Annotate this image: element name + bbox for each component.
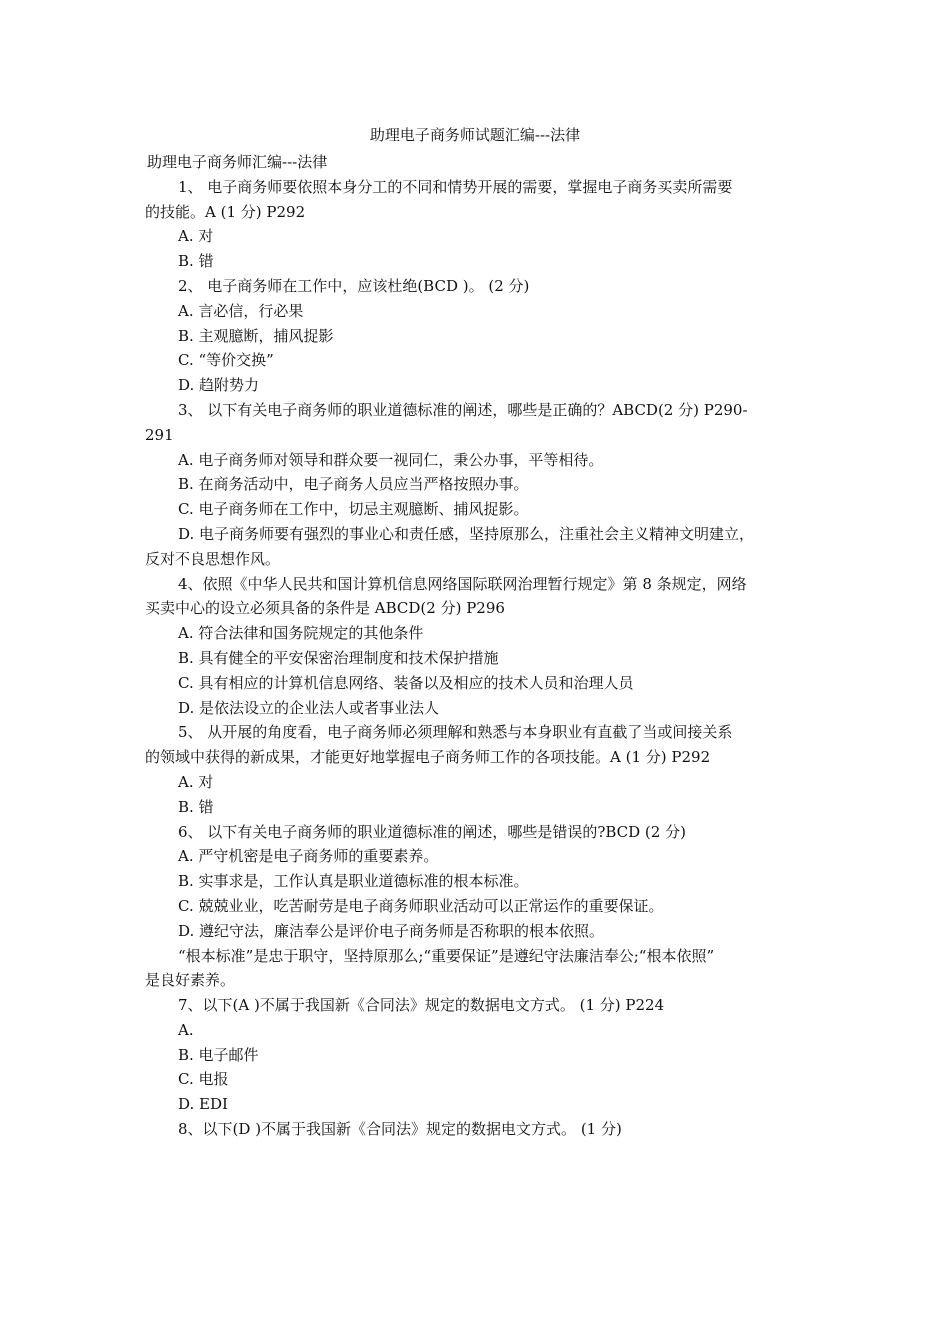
question-7-option-d: D. EDI — [178, 1095, 228, 1114]
question-7-option-c: C. 电报 — [178, 1070, 229, 1089]
question-6-note-cont: 是良好素养。 — [145, 971, 236, 990]
document-subtitle: 助理电子商务师汇编---法律 — [147, 153, 328, 171]
question-3-option-a: A. 电子商务师对领导和群众要一视同仁，秉公办事，平等相待。 — [178, 450, 604, 469]
question-4-option-a: A. 符合法律和国务院规定的其他条件 — [178, 624, 424, 643]
question-5-text: 5、 从开展的角度看，电子商务师必须理解和熟悉与本身职业有直截了当或间接关系 — [178, 723, 733, 742]
question-2-option-b: B. 主观臆断，捕风捉影 — [178, 326, 334, 345]
question-6-text: 6、 以下有关电子商务师的职业道德标准的阐述，哪些是错误的?BCD (2 分) — [178, 822, 686, 841]
question-6-note: “根本标准”是忠于职守，坚持原那么;“重要保证”是遵纪守法廉洁奉公;“根本依照” — [178, 946, 715, 965]
question-7-option-a: A. — [178, 1020, 194, 1039]
question-6-option-a: A. 严守机密是电子商务师的重要素养。 — [178, 847, 439, 866]
question-5-option-b: B. 错 — [178, 797, 214, 816]
question-4-option-c: C. 具有相应的计算机信息网络、装备以及相应的技术人员和治理人员 — [178, 673, 634, 692]
question-6-option-b: B. 实事求是，工作认真是职业道德标准的根本标准。 — [178, 872, 529, 891]
question-1-text: 1、 电子商务师要依照本身分工的不同和情势开展的需要，掌握电子商务买卖所需要 — [178, 177, 733, 196]
question-8-text: 8、以下(D )不属于我国新《合同法》规定的数据电文方式。 (1 分) — [178, 1120, 622, 1139]
question-1-text-cont: 的技能。A (1 分) P292 — [145, 202, 306, 221]
question-4-option-d: D. 是依法设立的企业法人或者事业法人 — [178, 698, 440, 717]
question-3-option-d: D. 电子商务师要有强烈的事业心和责任感，坚持原那么，注重社会主义精神文明建立， — [178, 524, 755, 543]
question-1-option-a: A. 对 — [178, 227, 214, 246]
question-6-option-c: C. 兢兢业业，吃苦耐劳是电子商务师职业活动可以正常运作的重要保证。 — [178, 896, 664, 915]
question-3-option-b: B. 在商务活动中，电子商务人员应当严格按照办事。 — [178, 475, 529, 494]
question-6-option-d: D. 遵纪守法，廉洁奉公是评价电子商务师是否称职的根本依照。 — [178, 921, 605, 940]
question-7-text: 7、以下(A )不属于我国新《合同法》规定的数据电文方式。 (1 分) P224 — [178, 996, 665, 1015]
question-3-text-cont: 291 — [145, 425, 174, 444]
question-2-text: 2、 电子商务师在工作中，应该杜绝(BCD )。 (2 分) — [178, 276, 530, 295]
question-4-text: 4、依照《中华人民共和国计算机信息网络国际联网治理暂行规定》第 8 条规定，网络 — [178, 574, 747, 593]
question-5-option-a: A. 对 — [178, 772, 214, 791]
question-2-option-d: D. 趋附势力 — [178, 376, 260, 395]
question-4-text-cont: 买卖中心的设立必须具备的条件是 ABCD(2 分) P296 — [145, 599, 505, 618]
question-2-option-a: A. 言必信，行必果 — [178, 301, 304, 320]
question-7-option-b: B. 电子邮件 — [178, 1045, 259, 1064]
question-2-option-c: C. “等价交换” — [178, 351, 274, 370]
question-3-text: 3、 以下有关电子商务师的职业道德标准的阐述，哪些是正确的？ABCD(2 分) P290- — [178, 400, 748, 419]
question-1-option-b: B. 错 — [178, 252, 214, 271]
question-3-option-c: C. 电子商务师在工作中，切忌主观臆断、捕风捉影。 — [178, 500, 529, 519]
question-3-option-d-cont: 反对不良思想作风。 — [145, 549, 281, 568]
question-5-text-cont: 的领域中获得的新成果，才能更好地掌握电子商务师工作的各项技能。A (1 分) P292 — [145, 748, 711, 767]
document-body — [145, 150, 817, 1142]
document-title: 助理电子商务师试题汇编---法律 — [369, 126, 581, 144]
question-4-option-b: B. 具有健全的平安保密治理制度和技术保护措施 — [178, 648, 499, 667]
